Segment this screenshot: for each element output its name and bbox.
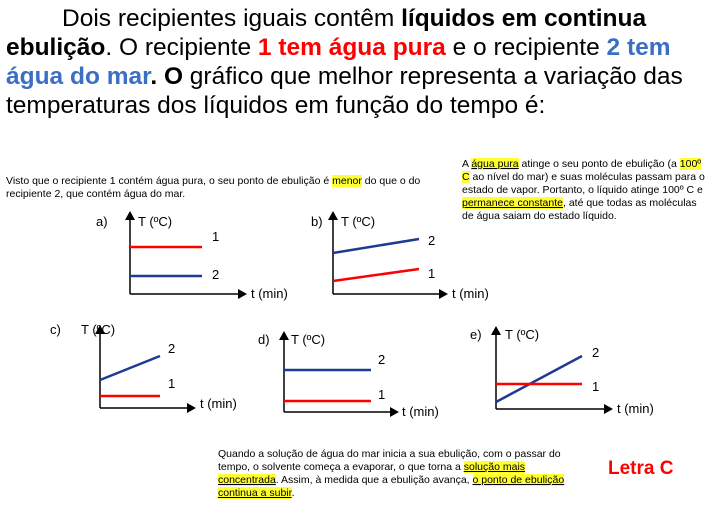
- graph-option-label: b): [311, 214, 323, 229]
- question-text: [6, 4, 712, 120]
- y-axis-arrow: [328, 211, 338, 220]
- note-text: Visto que o recipiente 1 contém água pura, o seu ponto de ebulição é: [6, 175, 333, 187]
- line-2-label: 2: [378, 352, 386, 367]
- question-part: Dois recipientes iguais contêm: [62, 5, 402, 32]
- line-2-label: 2: [212, 267, 220, 282]
- line-1-label: 1: [428, 266, 436, 281]
- x-axis-arrow: [604, 404, 613, 414]
- graph-option-label: c): [50, 322, 61, 337]
- y-axis-label: T (ºC): [291, 332, 326, 347]
- note-highlight: menor: [332, 175, 362, 187]
- graph-a: [96, 208, 296, 308]
- line-2-label: 2: [428, 233, 436, 248]
- explanation-note-left: [6, 175, 426, 201]
- x-axis-arrow: [238, 289, 247, 299]
- y-axis-label: T (ºC): [505, 327, 540, 342]
- y-axis-label: T (ºC): [138, 214, 173, 229]
- note-text: atinge o seu ponto de ebulição (a: [518, 158, 680, 170]
- container-1-description: 1 tem água pura: [257, 34, 446, 61]
- line-2: [333, 239, 419, 253]
- x-axis-label: t (min): [251, 286, 288, 301]
- question-part: . O recipiente: [105, 34, 258, 61]
- line-2-label: 2: [592, 345, 600, 360]
- note-highlight: 100º C: [462, 158, 702, 183]
- note-highlight: o ponto de ebulição continua a subir: [218, 474, 565, 499]
- note-text: ao nível do mar) e suas moléculas passam para o estado de vapor. Portanto, o líquido atinge 100º C e: [462, 171, 705, 196]
- line-1: [333, 269, 419, 281]
- x-axis-arrow: [439, 289, 448, 299]
- x-axis-label: t (min): [200, 396, 237, 411]
- graph-option-label: e): [470, 327, 482, 342]
- note-text: .: [291, 487, 295, 499]
- question-part: gráfico que melhor representa a variação das temperaturas dos líquidos em função do tempo é:: [6, 63, 683, 119]
- question-part: . O: [150, 63, 183, 90]
- question-emphasis: líquidos em continua ebulição: [6, 5, 647, 61]
- question-part: e o recipiente: [445, 34, 607, 61]
- graph-e: [470, 323, 700, 423]
- y-axis-arrow: [125, 211, 135, 220]
- x-axis-label: t (min): [452, 286, 489, 301]
- note-text: do que o do recipiente 2, que contém água do mar.: [6, 175, 421, 200]
- graph-d: [258, 328, 458, 423]
- note-highlight: solução mais concentrada: [218, 461, 526, 486]
- line-1-label: 1: [378, 387, 386, 402]
- y-axis-label: T (ºC): [81, 322, 116, 337]
- y-axis-arrow: [279, 331, 289, 340]
- graph-option-label: a): [96, 214, 108, 229]
- x-axis-arrow: [390, 407, 399, 417]
- note-text: , até que todas as moléculas de água saiam do estado líquido.: [462, 197, 697, 222]
- note-text: . Assim, à medida que a ebulição avança,: [275, 474, 473, 486]
- graph-b: [299, 208, 514, 308]
- note-text: Quando a solução de água do mar inicia a sua ebulição, com o passar do tempo, o solvente começa a evaporar, o que torna a: [218, 448, 561, 473]
- x-axis-label: t (min): [402, 404, 439, 419]
- x-axis-label: t (min): [617, 401, 654, 416]
- line-1-label: 1: [212, 229, 220, 244]
- answer-label: Letra C: [608, 458, 674, 479]
- note-highlight: água pura: [471, 158, 519, 170]
- line-2-label: 2: [168, 341, 176, 356]
- graph-option-label: d): [258, 332, 270, 347]
- x-axis-arrow: [187, 403, 196, 413]
- note-highlight: permanece constante: [462, 197, 563, 209]
- y-axis-label: T (ºC): [341, 214, 376, 229]
- line-1-label: 1: [168, 376, 176, 391]
- explanation-note-bottom: [218, 448, 568, 500]
- y-axis-arrow: [491, 326, 501, 335]
- line-1-label: 1: [592, 379, 600, 394]
- graph-c: [50, 320, 255, 420]
- container-2-description: 2 tem água do mar: [6, 34, 671, 90]
- line-2: [496, 356, 582, 402]
- note-text: A: [462, 158, 472, 170]
- line-2: [100, 356, 160, 380]
